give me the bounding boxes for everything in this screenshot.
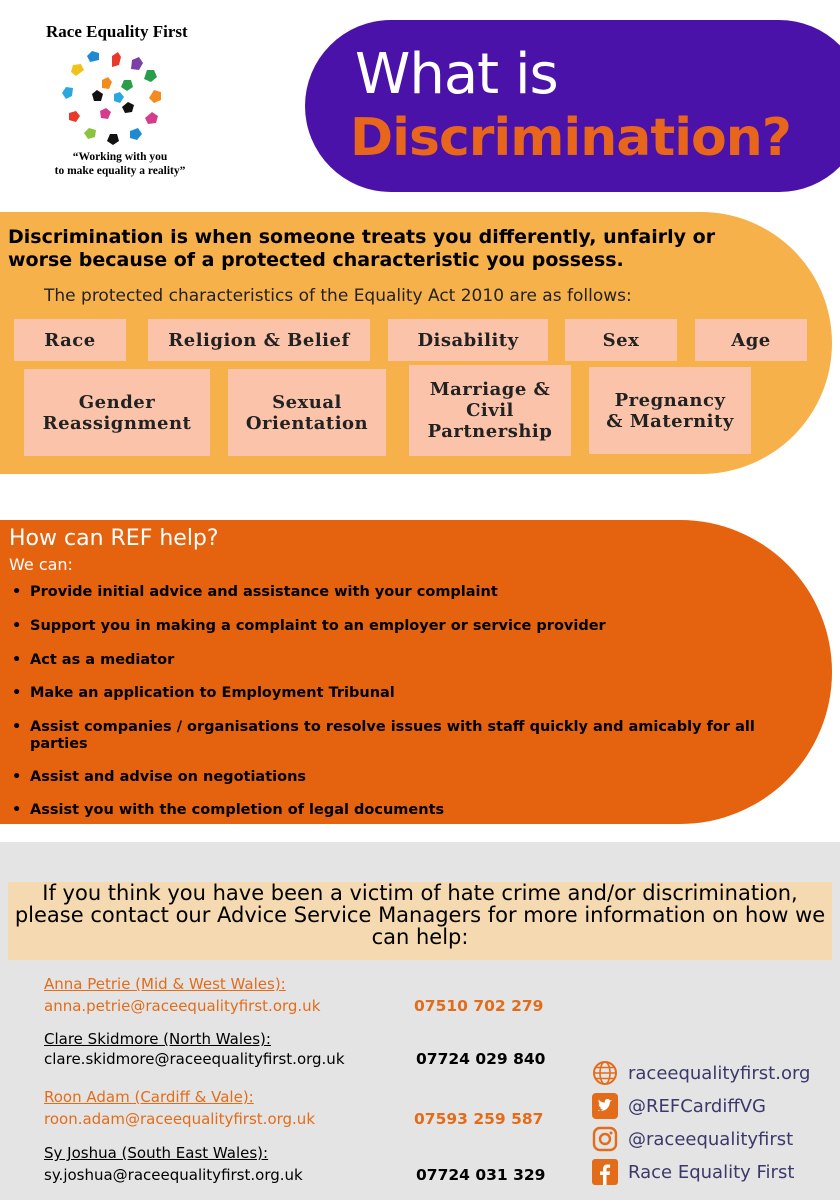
- help-item: • Assist companies / organisations to resolve issues with staff quickly and amicably for all parties: [12, 719, 812, 736]
- instagram-icon: [592, 1126, 618, 1152]
- social-facebook[interactable]: [592, 1156, 794, 1188]
- manager-email[interactable]: sy.joshua@raceequalityfirst.org.uk: [44, 1166, 303, 1184]
- manager-phone[interactable]: 07593 259 587: [414, 1110, 544, 1128]
- characteristic-disability: Disability: [388, 319, 548, 361]
- manager-email[interactable]: anna.petrie@raceequalityfirst.org.uk: [44, 997, 321, 1015]
- manager-phone[interactable]: 07724 031 329: [416, 1166, 546, 1184]
- help-title: How can REF help?: [9, 526, 219, 551]
- manager-name: Anna Petrie (Mid & West Wales):: [44, 975, 286, 993]
- social-twitter[interactable]: [592, 1090, 766, 1122]
- characteristic-age: Age: [695, 319, 807, 361]
- characteristic-sex: Sex: [565, 319, 677, 361]
- characteristics-intro: The protected characteristics of the Equality Act 2010 are as follows:: [44, 286, 632, 306]
- characteristic-religion-belief: Religion & Belief: [148, 319, 370, 361]
- title-what-is: What is: [355, 42, 558, 107]
- definition-text: Discrimination is when someone treats you differently, unfairly or worse because of a protected characteristic you possess.: [8, 226, 716, 271]
- tagline-line-1: “Working with you: [72, 151, 168, 163]
- instagram-handle: @raceequalityfirst: [628, 1128, 794, 1150]
- manager-phone[interactable]: 07510 702 279: [414, 997, 544, 1015]
- website-text: raceequalityfirst.org: [628, 1062, 811, 1084]
- hands-circle-logo: [62, 50, 174, 150]
- characteristic-pregnancy-maternity: Pregnancy & Maternity: [589, 367, 751, 454]
- manager-phone[interactable]: 07724 029 840: [416, 1050, 546, 1068]
- help-item-text: Assist you with the completion of legal documents: [30, 802, 445, 818]
- characteristic-marriage-civil-partnership: Marriage & Civil Partnership: [409, 365, 571, 456]
- facebook-icon: [592, 1159, 618, 1185]
- help-item: • Assist and advise on negotiations: [12, 769, 812, 786]
- cta-text: If you think you have been a victim of hate crime and/or discrimination, please contact our Advice Service Managers for more information on how we can help:: [14, 881, 826, 949]
- globe-icon: [592, 1060, 618, 1086]
- title-discrimination: Discrimination?: [350, 108, 791, 168]
- manager-email[interactable]: roon.adam@raceequalityfirst.org.uk: [44, 1110, 316, 1128]
- help-item-text: Support you in making a complaint to an employer or service provider: [30, 618, 606, 634]
- manager-name: Roon Adam (Cardiff & Vale):: [44, 1088, 254, 1106]
- help-item-text: Act as a mediator: [30, 652, 175, 668]
- help-item-text: Provide initial advice and assistance with your complaint: [30, 584, 498, 600]
- twitter-icon: [592, 1093, 618, 1119]
- help-item: • Support you in making a complaint to an employer or service provider: [12, 618, 812, 635]
- characteristic-gender-reassignment: Gender Reassignment: [24, 369, 210, 456]
- help-item: • Assist you with the completion of legal documents: [12, 802, 812, 819]
- org-name: Race Equality First: [46, 22, 188, 41]
- characteristic-race: Race: [14, 319, 126, 361]
- facebook-page: Race Equality First: [628, 1161, 795, 1183]
- help-item-text: Make an application to Employment Tribunal: [30, 685, 395, 701]
- manager-name: Clare Skidmore (North Wales):: [44, 1030, 271, 1048]
- twitter-handle: @REFCardiffVG: [628, 1095, 767, 1117]
- help-item: • Act as a mediator: [12, 652, 812, 669]
- help-item-text: Assist and advise on negotiations: [30, 769, 307, 785]
- help-item: • Provide initial advice and assistance with your complaint: [12, 584, 812, 601]
- characteristic-sexual-orientation: Sexual Orientation: [228, 369, 386, 456]
- help-intro: We can:: [9, 555, 73, 574]
- social-website[interactable]: [592, 1057, 810, 1089]
- help-item-text: Assist companies / organisations to resolve issues with staff quickly and amicably for all parties: [30, 719, 755, 752]
- tagline-line-2: to make equality a reality”: [54, 165, 186, 177]
- manager-email[interactable]: clare.skidmore@raceequalityfirst.org.uk: [44, 1050, 345, 1068]
- manager-name: Sy Joshua (South East Wales):: [44, 1144, 269, 1162]
- help-item: • Make an application to Employment Tribunal: [12, 685, 812, 702]
- logo-tagline: [40, 150, 200, 178]
- social-instagram[interactable]: [592, 1123, 793, 1155]
